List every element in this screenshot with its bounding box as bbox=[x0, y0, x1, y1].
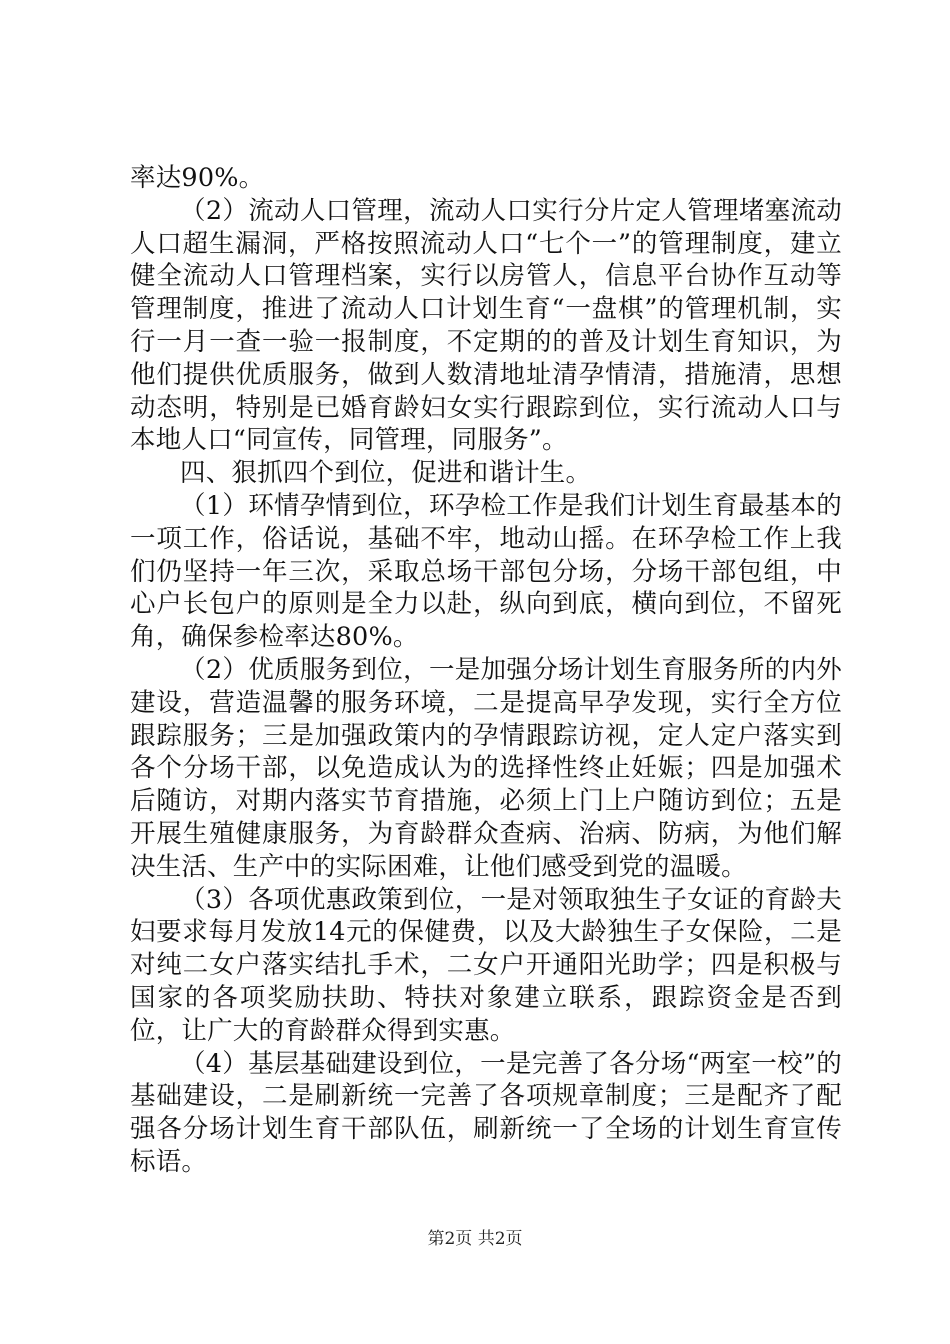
page-footer: 第2页 共2页 bbox=[427, 1229, 523, 1249]
paragraph-grassroots-construction: （4）基层基础建设到位，一是完善了各分场“两室一校”的基础建设，二是刷新统一完善了各项规章制度；三是配齐了配强各分场计划生育干部队伍，刷新统一了全场的计划生育宣传标语。 bbox=[130, 1048, 842, 1177]
paragraph-ring-pregnancy: （1）环情孕情到位，环孕检工作是我们计划生育最基本的一项工作，俗话说，基础不牢，地动山摇。在环孕检工作上我们仍坚持一年三次，采取总场干部包分场，分场干部包组，中心户长包户的原则是全力以赴，纵向到底，横向到位，不留死角，确保参检率达80%。 bbox=[130, 490, 842, 653]
section-heading-four: 四、狠抓四个到位，促进和谐计生。 bbox=[180, 458, 592, 489]
paragraph-floating-population: （2）流动人口管理，流动人口实行分片定人管理堵塞流动人口超生漏洞，严格按照流动人口“七个一”的管理制度，建立健全流动人口管理档案，实行以房管人，信息平台协作互动等管理制度，推进了流动人口计划生育“一盘棋”的管理机制，实行一月一查一验一报制度，不定期的的普及计划生育知识，为他们提供优质服务，做到人数清地址清孕情清，措施清，思想动态明，特别是已婚育龄妇女实行跟踪到位，实行流动人口与本地人口“同宣传，同管理，同服务”。 bbox=[130, 195, 842, 456]
paragraph-preferential-policy: （3）各项优惠政策到位，一是对领取独生子女证的育龄夫妇要求每月发放14元的保健费，以及大龄独生子女保险，二是对纯二女户落实结扎手术，二女户开通阳光助学；四是积极与国家的各项奖励扶助、特扶对象建立联系，跟踪资金是否到位，让广大的育龄群众得到实惠。 bbox=[130, 884, 842, 1046]
document-body bbox=[130, 162, 842, 1179]
paragraph-continuation: 率达90%。 bbox=[130, 163, 265, 193]
paragraph-quality-service: （2）优质服务到位，一是加强分场计划生育服务所的内外建设，营造温馨的服务环境，二是提高早孕发现，实行全方位跟踪服务；三是加强政策内的孕情跟踪访视，定人定户落实到各个分场干部，以免造成认为的选择性终止妊娠；四是加强术后随访，对期内落实节育措施，必须上门上户随访到位；五是开展生殖健康服务，为育龄群众查病、治病、防病，为他们解决生活、生产中的实际困难，让他们感受到党的温暖。 bbox=[130, 654, 842, 882]
